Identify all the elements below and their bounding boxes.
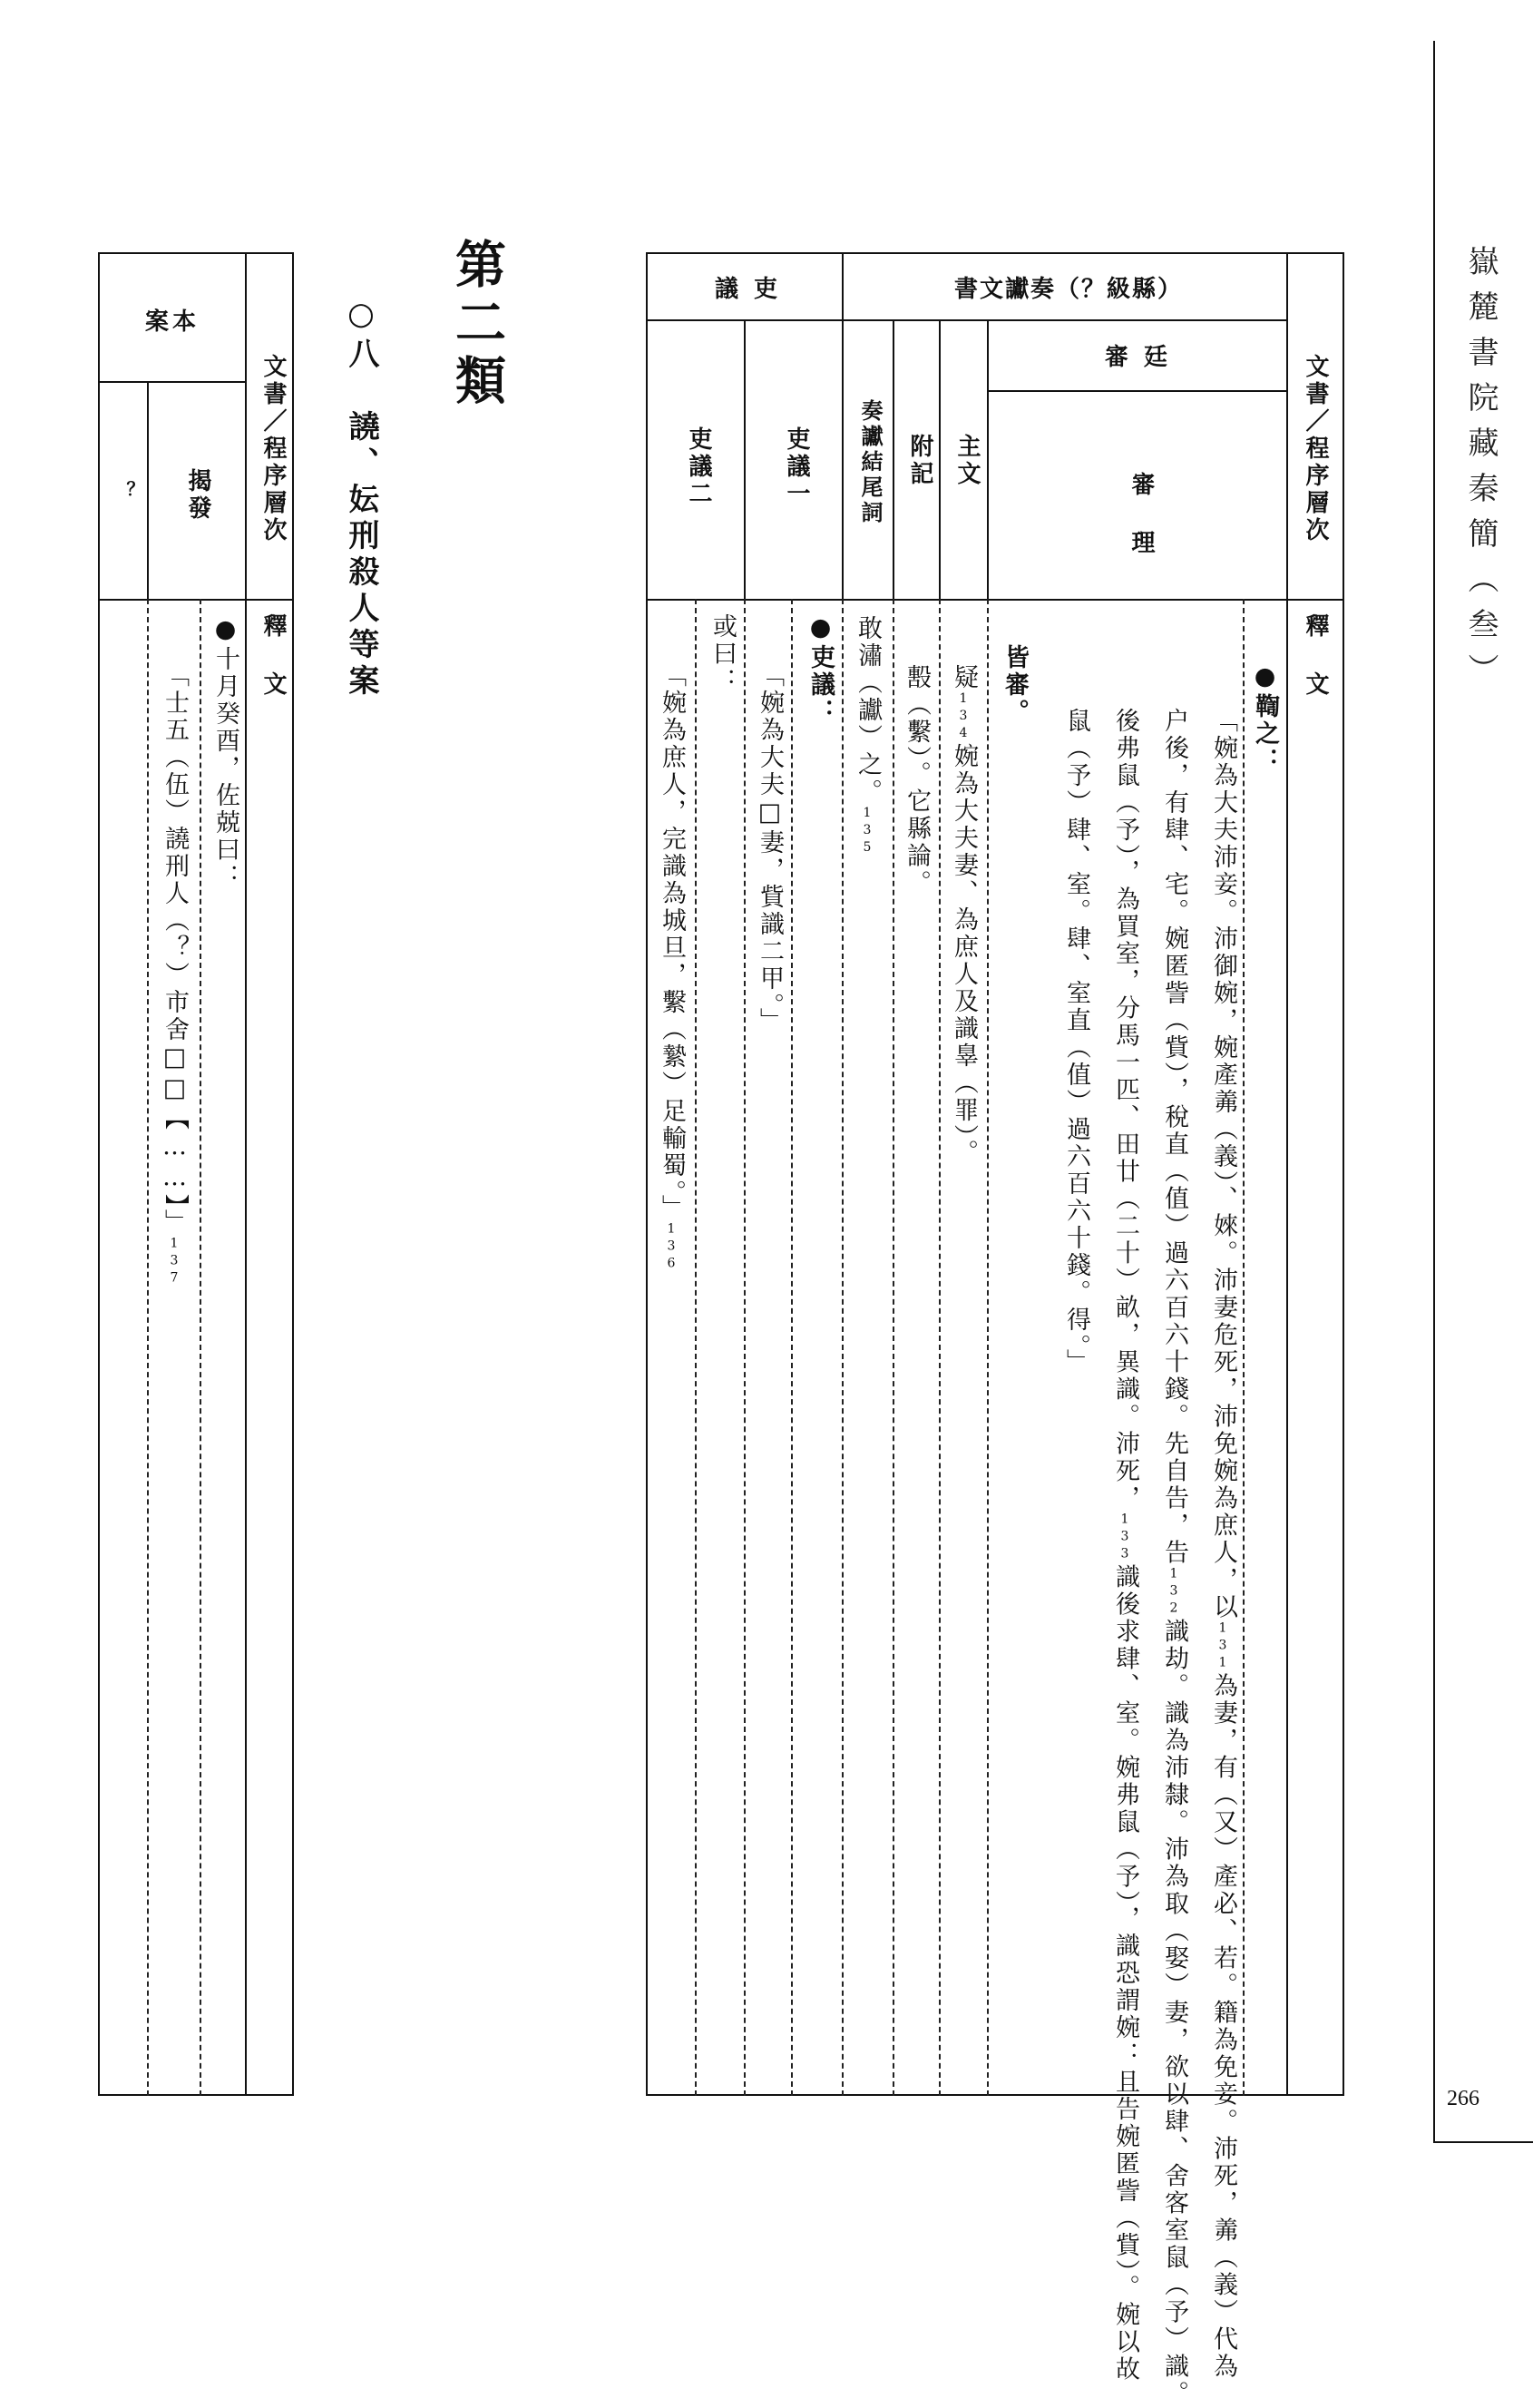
- page-number: 266: [1447, 2087, 1479, 2110]
- ju-line-1: 「婉為大夫沛妾。沛御婉，婉產羛（義）、婡。沛妻危死，沛免婉為庶人，以131為妻，有（又）產必、若。籍為免妾。沛死，羛（義）代為: [1209, 708, 1237, 2381]
- slip-number-131: 131: [1216, 1620, 1230, 1673]
- slip-number-137: 137: [167, 1236, 181, 1288]
- slip-number-135: 135: [860, 806, 874, 857]
- row-label-liyi1: 吏議一: [783, 426, 810, 508]
- row-label-shenli: 審 理: [1128, 472, 1155, 557]
- liyi-head: ●吏議：: [806, 613, 835, 726]
- right-table: [646, 252, 1344, 2096]
- right-header-col: 文書／程序層次: [1302, 354, 1329, 544]
- row-label-jiewei: 奏讞結尾詞: [857, 399, 884, 526]
- jiewei-text: 敢潚（讞）之。135: [854, 615, 882, 857]
- group-header-official: 議 吏: [715, 276, 782, 303]
- slip-number-133: 133: [1118, 1512, 1132, 1564]
- row-label-unknown: ？: [114, 481, 136, 503]
- left-body-header: 釋 文: [259, 613, 287, 699]
- group-header-anben: 案本: [145, 308, 200, 336]
- ju-line-4: 鼠（予）肆、室。肆、室直（值）過六百六十錢。得。」: [1062, 708, 1090, 1376]
- group-header-report: 書文讞奏（？級縣）: [954, 276, 1184, 303]
- running-head-rule: [1433, 41, 1435, 2141]
- row-label-liyi2: 吏議二: [685, 426, 712, 508]
- zhuwen-text: 疑134婉為大夫妻、為庶人及識辠（罪）。: [950, 664, 978, 1167]
- slip-number-134: 134: [956, 691, 971, 743]
- running-head-base: [1433, 2141, 1533, 2143]
- row-label-zhuwen: 主文: [953, 434, 981, 488]
- left-header-col: 文書／程序層次: [259, 354, 287, 544]
- liyi-1-text: 「婉為大夫□妻，貲識二甲。」: [756, 662, 784, 1035]
- huoyue: 或曰：: [708, 613, 737, 695]
- report-quote: 「士五（伍）譊刑人（？）市舍□□【……】」137: [161, 662, 189, 1288]
- right-table-header-rule: [646, 599, 1344, 601]
- jieshen: 皆審。: [1001, 644, 1029, 726]
- slip-number-132: 132: [1167, 1566, 1181, 1619]
- row-label-fuji: 附記: [906, 434, 933, 488]
- book-title: 嶽麓書院藏秦簡（叁）: [1462, 245, 1499, 699]
- row-label-jiefa: 揭發: [184, 468, 211, 523]
- case-title: ○八 譊、妘刑殺人等案: [343, 296, 379, 700]
- ju-head: ●鞫之：: [1251, 662, 1279, 775]
- fuji-text: 毄（繫）。它縣論。: [903, 664, 931, 897]
- slip-number-136: 136: [664, 1221, 679, 1274]
- date-line: ●十月癸酉，佐兢曰：: [211, 615, 239, 891]
- right-body-header: 釋 文: [1302, 613, 1329, 699]
- ju-line-2: 户後，有肆、宅。婉匿訾（貲），稅直（值）過六百六十錢。先自告，告132識劫。識為沛隸。沛為取（娶）妻，欲以肆、舍客室鼠（予）識。: [1160, 708, 1188, 2408]
- liyi-2-text: 「婉為庶人，完識為城旦，繫（縶）足輸蜀。」136: [658, 662, 686, 1274]
- category-heading: 第二類: [447, 238, 507, 412]
- group-header-tingyan: 審 廷: [1105, 344, 1172, 371]
- ju-line-3: 後弗鼠（予），為買室，分馬一匹、田廿（二十）畝，異識。沛死，133識後求肆、室。婉弗鼠（予），識恐謂婉：且告婉匿訾（貲）。婉以故: [1111, 708, 1139, 2384]
